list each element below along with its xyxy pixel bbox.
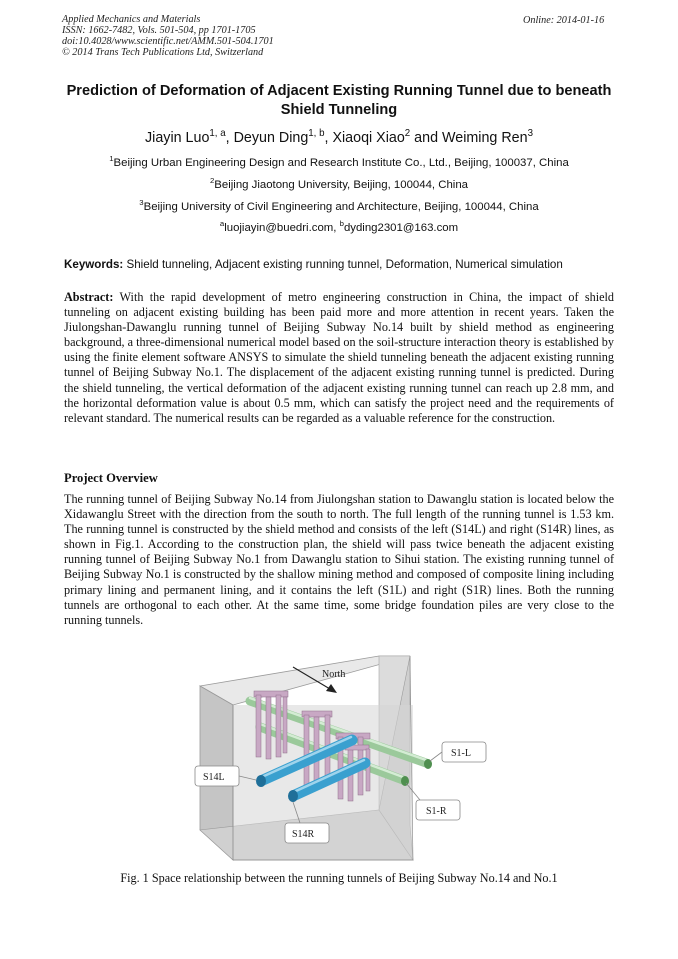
- tunnel-s14r-end: [288, 790, 298, 802]
- email-superscript: b: [339, 219, 344, 229]
- author-superscript: 1, b: [308, 128, 325, 140]
- keywords: [64, 258, 563, 271]
- email-line: [0, 219, 678, 234]
- north-label: North: [322, 669, 346, 680]
- figure-caption: Fig. 1 Space relationship between the running tunnels of Beijing Subway No.14 and No.1: [120, 871, 558, 885]
- bridge-piles-left: [254, 691, 288, 759]
- header-journal: Applied Mechanics and Materials: [62, 14, 201, 25]
- overview-paragraph: The running tunnel of Beijing Subway No.14 from Jiulongshan station to Dawanglu station is located below the Xidawanglu Street with the direction from the south to north. The full length of the running tunnel is 1.53 km. The running tunnel is constructed by the shield method and consists of the left (S14L) and right (S14R) lines, as shown in Fig.1. According to the construction plan, the shield will pass twice beneath the adjacent existing running tunnel of Beijing Subway No.1 from Dawanglu station to Sihui station. The existing running tunnel of Beijing Subway No.1 is constructed by the shallow mining method and composed of composite lining including primary lining and permanent lining, and it contains the left (S1L) and right (S1R) lines. Both the running tunnels are orthogonal to each other. At the same time, some bridge foundation piles are very close to the running tunnels.: [64, 492, 614, 627]
- author-list: [0, 130, 678, 146]
- affiliation-text: Beijing University of Civil Engineering and Architecture, Beijing, 100044, China: [143, 201, 539, 213]
- header-online-date: Online: 2014-01-16: [523, 15, 605, 26]
- abstract-text: With the rapid development of metro engineering construction in China, the impact of shield tunneling on adjacent existing building has been paid more and more attention in recent years. Taken the Jiulongshan-Dawanglu running tunnel of Beijing Subway No.14 built by shield method as engineering background, a three-dimensional numerical model based on the soil-structure interaction theory is established by using the finite element software ANSYS to simulate the shield tunneling beneath the adjacent existing running tunnel of Beijing Subway No.1. The displacement of the adjacent existing running tunnel is predicted. During the shield tunneling, the vertical deformation of the adjacent existing running tunnel can reach up 2.8 mm, and the horizontal deformation value is about 0.5 mm, which can satisfy the project need and the requirements of relevant standard. The numerical results can be regarded as a valuable reference for the construction.: [64, 290, 614, 425]
- author-superscript: 2: [404, 128, 411, 140]
- header-issn: ISSN: 1662-7482, Vols. 501-504, pp 1701-1705: [62, 25, 256, 36]
- callout-s1r-label: S1-R: [426, 806, 447, 817]
- affiliation-superscript: 3: [139, 198, 144, 208]
- author-separator: and: [410, 130, 443, 146]
- section-heading: Project Overview: [64, 471, 158, 485]
- tunnel-s14l-end: [256, 775, 266, 787]
- abstract-label: Abstract:: [64, 290, 114, 304]
- affiliation: [0, 154, 678, 169]
- north-arrow-head-icon: [326, 684, 337, 693]
- affiliation-superscript: 1: [109, 154, 114, 164]
- email-superscript: a: [219, 219, 225, 229]
- header-doi: doi:10.4028/www.scientific.net/AMM.501-504.1701: [62, 36, 274, 47]
- author-superscript: 1, a: [209, 128, 226, 140]
- keywords-label: Keywords:: [64, 258, 124, 271]
- callout-s1l-leader: [430, 752, 442, 761]
- author-name: Weiming Ren: [442, 130, 528, 146]
- keywords-text: Shield tunneling, Adjacent existing running tunnel, Deformation, Numerical simulation: [123, 258, 563, 271]
- email-separator: ,: [333, 222, 340, 234]
- affiliation-text: Beijing Jiaotong University, Beijing, 100044, China: [214, 179, 468, 191]
- email-address[interactable]: luojiayin@buedri.com: [224, 222, 334, 234]
- affiliation: [0, 198, 678, 213]
- author-name: Xiaoqi Xiao: [332, 130, 405, 146]
- header-copyright: © 2014 Trans Tech Publications Ltd, Switzerland: [62, 47, 264, 58]
- affiliation-text: Beijing Urban Engineering Design and Research Institute Co., Ltd., Beijing, 100037, China: [113, 157, 569, 169]
- paper-title: Prediction of Deformation of Adjacent Existing Running Tunnel due to beneath Shield Tunneling: [66, 83, 612, 118]
- author-separator: ,: [324, 130, 333, 146]
- author-separator: ,: [225, 130, 234, 146]
- callout-s1l-label: S1-L: [451, 748, 471, 759]
- author-superscript: 3: [527, 128, 533, 140]
- abstract: [64, 290, 614, 426]
- affiliation-superscript: 2: [209, 176, 215, 186]
- callout-s14r-label: S14R: [292, 829, 315, 840]
- author-name: Deyun Ding: [233, 130, 309, 146]
- callout-s14l-label: S14L: [203, 772, 225, 783]
- tunnel-s1r-end: [401, 776, 409, 786]
- soil-box-top-face: [200, 656, 410, 705]
- author-name: Jiayin Luo: [145, 130, 210, 146]
- figure-1-tunnel-diagram: [190, 655, 490, 867]
- affiliation: [0, 176, 678, 191]
- email-address[interactable]: dyding2301@163.com: [343, 222, 459, 234]
